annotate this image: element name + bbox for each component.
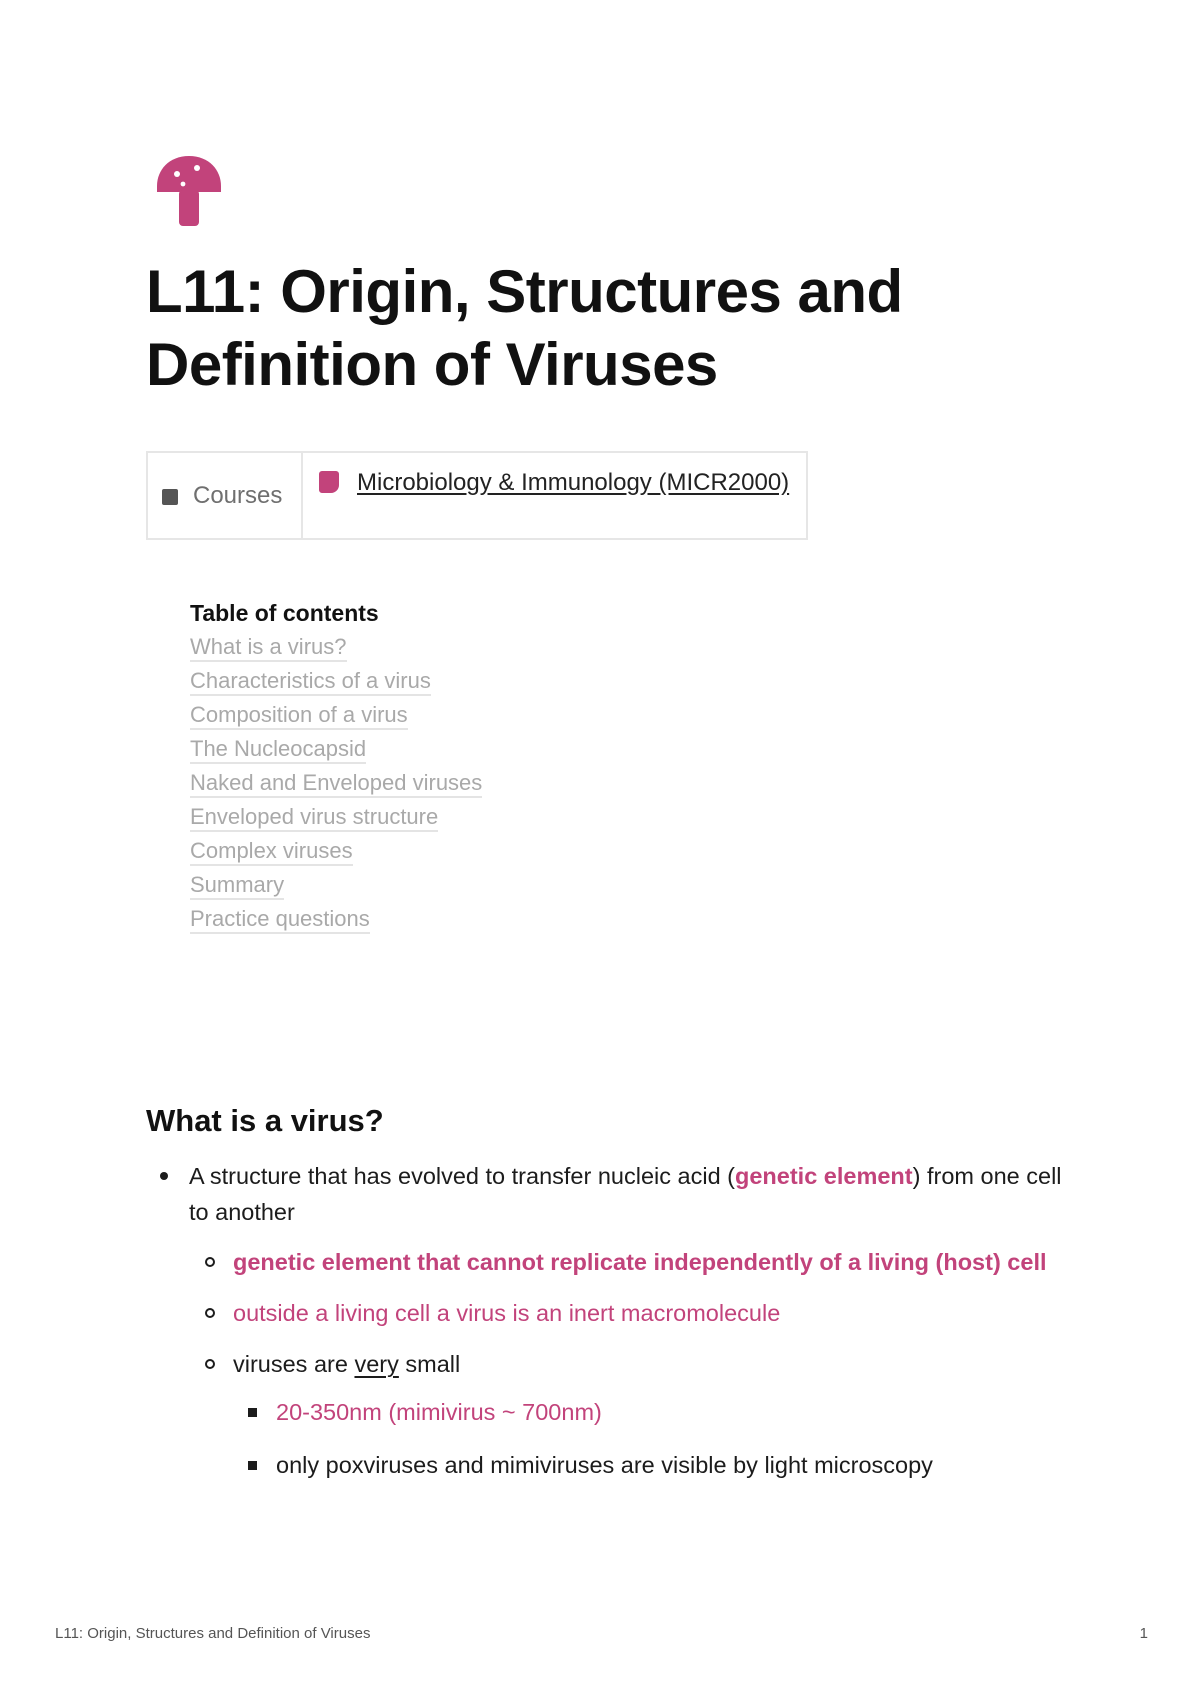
list-item — [146, 1346, 1066, 1382]
table-of-contents — [190, 600, 690, 939]
list-item — [146, 1158, 1074, 1230]
toc-link[interactable]: Enveloped virus structure — [190, 804, 438, 832]
list-item — [146, 1447, 1066, 1483]
toc-link[interactable]: Summary — [190, 872, 284, 900]
bullet-text: only poxviruses and mimiviruses are visible by light microscopy — [276, 1452, 933, 1478]
toc-link[interactable]: Practice questions — [190, 906, 370, 934]
list-item — [146, 1244, 1073, 1280]
bullet-text: viruses are very small — [233, 1351, 461, 1377]
toc-title: Table of contents — [190, 600, 379, 626]
bullet-text: outside a living cell a virus is an inert macromolecule — [233, 1300, 781, 1326]
mushroom-icon — [153, 154, 225, 228]
section-heading: What is a virus? — [146, 1103, 384, 1138]
toc-link[interactable]: What is a virus? — [190, 634, 347, 662]
footer-title: L11: Origin, Structures and Definition of Viruses — [55, 1625, 371, 1642]
genetic-element-highlight: genetic element — [735, 1163, 913, 1189]
square-bullet-icon — [248, 1461, 257, 1470]
bullet-text: genetic element that cannot replicate independently of a living (host) cell — [233, 1249, 1047, 1275]
properties-table — [146, 451, 808, 540]
toc-link[interactable]: Complex viruses — [190, 838, 353, 866]
database-icon — [162, 489, 178, 505]
section-body — [146, 1158, 1066, 1483]
list-item — [146, 1295, 1066, 1331]
toc-link[interactable]: Composition of a virus — [190, 702, 408, 730]
course-page-icon — [319, 471, 339, 493]
course-link[interactable]: Microbiology & Immunology (MICR2000) — [357, 469, 790, 496]
toc-link[interactable]: The Nucleocapsid — [190, 736, 366, 764]
property-key-label: Courses — [193, 481, 283, 509]
list-item — [146, 1394, 1066, 1430]
property-key — [148, 453, 303, 538]
page-title: L11: Origin, Structures and Definition of Viruses — [146, 258, 903, 398]
bullet-text: A structure that has evolved to transfer nucleic acid (genetic element) from one cell to another — [189, 1163, 1062, 1225]
underlined-word: very — [354, 1351, 399, 1377]
toc-link[interactable]: Characteristics of a virus — [190, 668, 431, 696]
bullet-text: 20-350nm (mimivirus ~ 700nm) — [276, 1399, 602, 1425]
bullet-icon — [160, 1172, 168, 1180]
toc-link[interactable]: Naked and Enveloped viruses — [190, 770, 482, 798]
page-number: 1 — [1139, 1625, 1148, 1642]
property-value — [303, 453, 801, 538]
square-bullet-icon — [248, 1408, 257, 1417]
hollow-bullet-icon — [205, 1308, 215, 1318]
hollow-bullet-icon — [205, 1359, 215, 1369]
hollow-bullet-icon — [205, 1257, 215, 1267]
